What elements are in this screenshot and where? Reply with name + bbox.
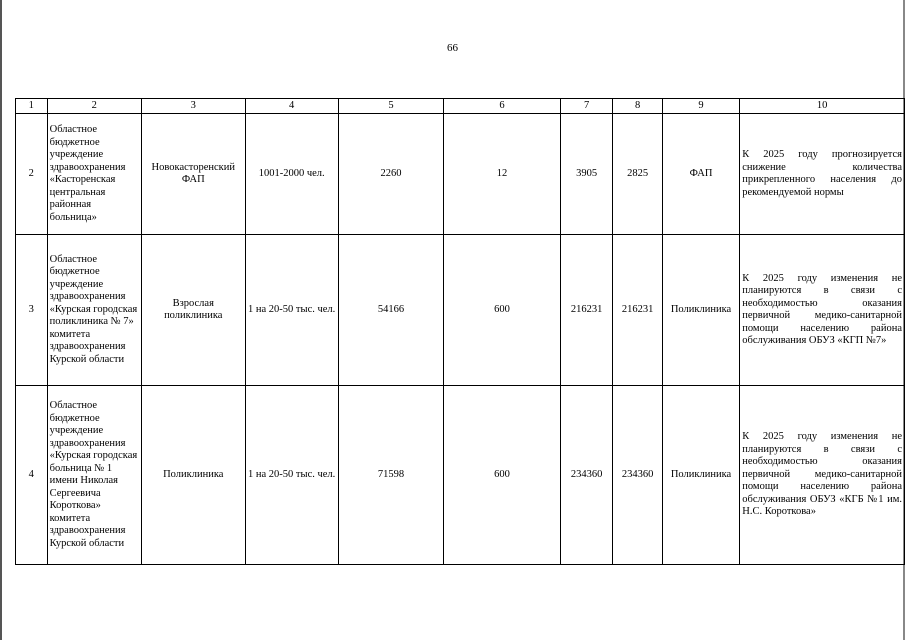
cell-col7: 216231 xyxy=(560,235,613,386)
norm-value: 1 на 20-50 тыс. чел. xyxy=(245,386,338,565)
facility-name: Поликлиника xyxy=(141,386,245,565)
col-header-2: 2 xyxy=(47,99,141,114)
col-header-3: 3 xyxy=(141,99,245,114)
norm-value: 1001-2000 чел. xyxy=(245,114,338,235)
cell-col7: 3905 xyxy=(560,114,613,235)
col-header-5: 5 xyxy=(338,99,444,114)
facility-type: Поликлиника xyxy=(662,386,740,565)
forecast-note: К 2025 году изменения не планируются в связи с необходимостью оказания первичной медико-санитарной помощи населению района обслуживания ОБУЗ «КГП №7» xyxy=(740,235,905,386)
table-row xyxy=(16,235,905,386)
institution-name: Областное бюджетное учреждение здравоохранения «Курская городская больница № 1 имени Николая Сергеевича Короткова» комитета здравоохранения Курской области xyxy=(47,386,141,565)
norm-value: 1 на 20-50 тыс. чел. xyxy=(245,235,338,386)
col-header-7: 7 xyxy=(560,99,613,114)
table-row xyxy=(16,114,905,235)
col-header-4: 4 xyxy=(245,99,338,114)
col-header-1: 1 xyxy=(16,99,48,114)
cell-col6: 600 xyxy=(444,386,560,565)
row-number: 3 xyxy=(16,235,48,386)
cell-col8: 2825 xyxy=(613,114,662,235)
cell-col5: 54166 xyxy=(338,235,444,386)
cell-col5: 71598 xyxy=(338,386,444,565)
cell-col5: 2260 xyxy=(338,114,444,235)
cell-col6: 600 xyxy=(444,235,560,386)
facility-name: Новокасторенский ФАП xyxy=(141,114,245,235)
cell-col7: 234360 xyxy=(560,386,613,565)
row-number: 2 xyxy=(16,114,48,235)
facility-name: Взрослая поликлиника xyxy=(141,235,245,386)
data-table xyxy=(15,98,905,565)
table-row xyxy=(16,386,905,565)
forecast-note: К 2025 году прогнозируется снижение количества прикрепленного населения до рекомендуемой нормы xyxy=(740,114,905,235)
facility-type: Поликлиника xyxy=(662,235,740,386)
scan-edge-left xyxy=(0,0,2,640)
cell-col8: 216231 xyxy=(613,235,662,386)
col-header-8: 8 xyxy=(613,99,662,114)
facility-type: ФАП xyxy=(662,114,740,235)
institution-name: Областное бюджетное учреждение здравоохранения «Курская городская поликлиника № 7» комитета здравоохранения Курской области xyxy=(47,235,141,386)
institution-name: Областное бюджетное учреждение здравоохранения «Касторенская центральная районная больница» xyxy=(47,114,141,235)
col-header-10: 10 xyxy=(740,99,905,114)
cell-col8: 234360 xyxy=(613,386,662,565)
col-header-9: 9 xyxy=(662,99,740,114)
header-row xyxy=(16,99,905,114)
forecast-note: К 2025 году изменения не планируются в связи с необходимостью оказания первичной медико-санитарной помощи населению района обслуживания ОБУЗ «КГБ №1 им. Н.С. Короткова» xyxy=(740,386,905,565)
cell-col6: 12 xyxy=(444,114,560,235)
col-header-6: 6 xyxy=(444,99,560,114)
page-number: 66 xyxy=(447,42,458,54)
row-number: 4 xyxy=(16,386,48,565)
